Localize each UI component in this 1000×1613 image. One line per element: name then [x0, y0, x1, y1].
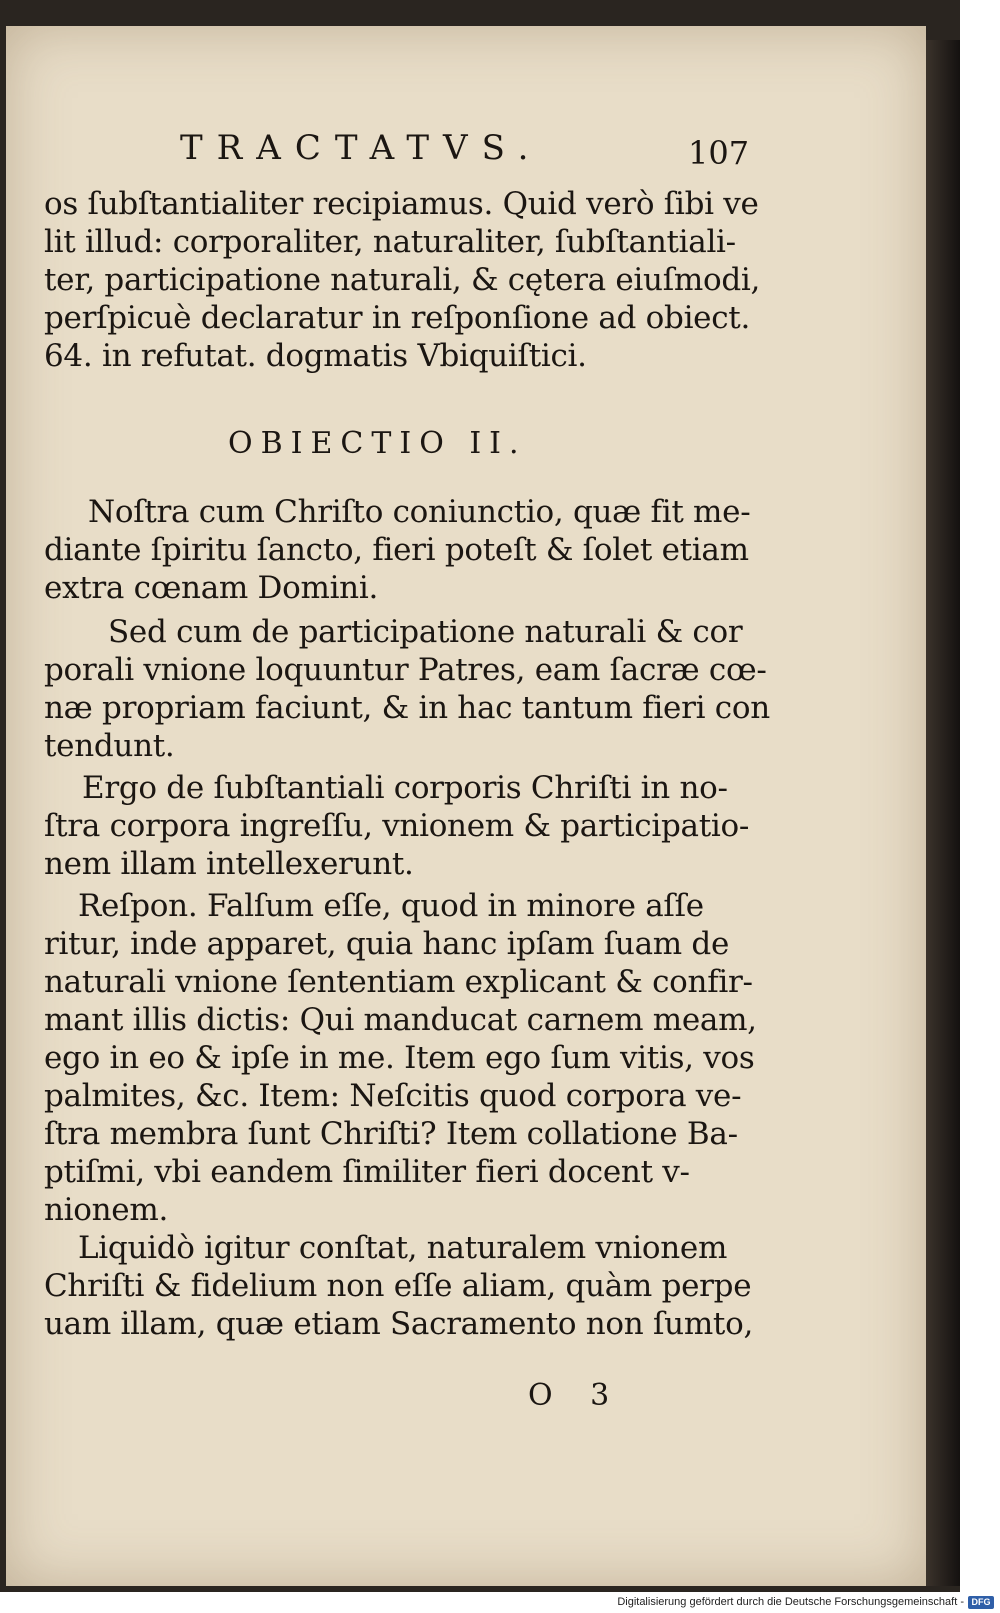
text-line: Ergo de ſubſtantiali corporis Chriſti in no-	[82, 770, 728, 806]
text-line: ptiſmi, vbi eandem ſimiliter fieri docent v-	[44, 1154, 690, 1190]
section-heading: OBIECTIO II.	[228, 426, 527, 461]
text-line: mant illis dictis: Qui manducat carnem meam,	[44, 1002, 757, 1038]
text-line: os ſubſtantialiter recipiamus. Quid verò ſibi ve	[44, 186, 759, 222]
dfg-logo: DFG	[968, 1596, 994, 1609]
text-line: Noſtra cum Chriſto coniunctio, quæ fit me-	[88, 494, 751, 530]
text-line: Chriſti & fidelium non eſſe aliam, quàm perpe	[44, 1268, 752, 1304]
text-line: 64. in refutat. dogmatis Vbiquiſtici.	[44, 338, 587, 374]
text-line: tendunt.	[44, 728, 175, 764]
text-line: diante ſpiritu ſancto, fieri poteſt & ſolet etiam	[44, 532, 749, 568]
text-line: nionem.	[44, 1192, 169, 1228]
book-page	[6, 26, 926, 1586]
text-line: ter, participatione naturali, & cętera eiuſmodi,	[44, 262, 761, 298]
text-line: porali vnione loquuntur Patres, eam ſacræ cœ-	[44, 652, 767, 688]
text-line: nem illam intellexerunt.	[44, 846, 414, 882]
text-line: ego in eo & ipſe in me. Item ego ſum vitis, vos	[44, 1040, 755, 1076]
text-line: næ propriam faciunt, & in hac tantum fieri con	[44, 690, 770, 726]
signature-mark: O 3	[528, 1378, 624, 1413]
running-head: TRACTATVS.	[180, 128, 543, 168]
text-line: extra cœnam Domini.	[44, 570, 379, 606]
text-line: naturali vnione ſententiam explicant & confir-	[44, 964, 753, 1000]
text-line: perſpicuè declaratur in reſponſione ad obiect.	[44, 300, 750, 336]
text-line: Reſpon. Falſum eſſe, quod in minore aſſe	[78, 888, 704, 924]
text-line: lit illud: corporaliter, naturaliter, ſubſtantiali-	[44, 224, 736, 260]
text-line: ſtra membra ſunt Chriſti? Item collatione Ba-	[44, 1116, 738, 1152]
page-number: 107	[688, 134, 750, 172]
text-line: palmites, &c. Item: Neſcitis quod corpora ve-	[44, 1078, 742, 1114]
text-line: ſtra corpora ingreſſu, vnionem & participatio-	[44, 808, 749, 844]
text-line: uam illam, quæ etiam Sacramento non ſumto,	[44, 1306, 753, 1342]
text-line: ritur, inde apparet, quia hanc ipſam ſuam de	[44, 926, 729, 962]
page-edge-shadow	[926, 40, 960, 1586]
text-line: Sed cum de participatione naturali & cor	[108, 614, 743, 650]
footer-credit: Digitalisierung gefördert durch die Deutsche Forschungsgemeinschaft -	[617, 1596, 964, 1608]
text-line: Liquidò igitur conſtat, naturalem vnionem	[78, 1230, 728, 1266]
